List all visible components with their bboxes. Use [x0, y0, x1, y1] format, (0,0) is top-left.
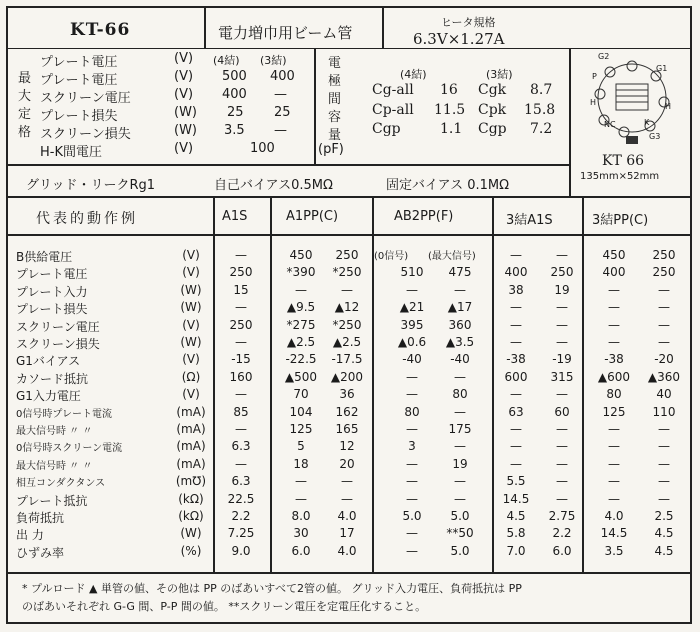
rating-value: — [274, 87, 287, 102]
cap-side-char: 量 [328, 128, 342, 143]
rating-value: 25 [227, 105, 244, 120]
value-cell: 5.8 [506, 526, 526, 541]
footnote-line: * プルロード ▲ 単管の値、その他は PP のばあいすべて2管の値。 グリッド入力電圧、負荷抵抗は PP [22, 582, 522, 595]
value-cell: 8.0 [291, 509, 311, 523]
table-header-cell: A1S [222, 209, 248, 224]
rating-value: 3.5 [224, 123, 245, 138]
value-cell: *250 [332, 317, 362, 332]
rating-value: 100 [250, 141, 275, 156]
row-label: 0信号時スクリーン電流 [16, 443, 123, 455]
value-cell: — [406, 282, 418, 297]
cap-name: Cpk [478, 102, 507, 118]
ratings-side-char: 最 [18, 71, 32, 86]
row-label: 0信号時プレート電流 [16, 408, 112, 420]
value-cell: 18 [293, 456, 309, 471]
value-cell: 3.5 [604, 543, 624, 558]
value-cell: — [510, 317, 522, 332]
value-cell: 450 [289, 248, 313, 262]
value-cell: — [556, 456, 568, 471]
table-row [8, 405, 690, 422]
value-cell: 80 [404, 404, 420, 419]
row-unit: (mA) [176, 439, 206, 454]
value-cell: — [341, 491, 353, 506]
rating-name: スクリーン電圧 [40, 91, 131, 106]
row-unit: (%) [180, 543, 202, 558]
rule [8, 572, 690, 574]
table-row [8, 352, 690, 369]
value-cell: 6.0 [552, 543, 572, 558]
value-cell: 250 [652, 248, 676, 262]
value-cell: 162 [335, 404, 359, 419]
value-cell: 17 [339, 526, 355, 541]
value-cell: **50 [446, 526, 474, 541]
value-cell: 2.5 [654, 509, 674, 523]
value-cell: — [658, 300, 670, 315]
value-cell: — [608, 282, 620, 297]
row-unit: (W) [180, 526, 202, 541]
row-label: プレート入力 [16, 284, 88, 299]
value-cell: — [454, 369, 466, 384]
value-cell: — [406, 491, 418, 506]
value-cell: 3 [408, 439, 416, 454]
subhead-cell: (最大信号) [428, 251, 476, 262]
value-cell: — [608, 335, 620, 349]
value-cell: 5.0 [450, 509, 470, 523]
value-cell: — [608, 439, 620, 454]
rating-value: 500 [222, 69, 247, 84]
row-unit: (mA) [176, 404, 206, 419]
pin-label: NC [604, 120, 616, 129]
table-row [8, 300, 690, 317]
value-cell: 5.0 [450, 543, 470, 558]
rating-name: H-K間電圧 [40, 145, 102, 160]
value-cell: ▲17 [447, 300, 473, 315]
cap-side-char: 極 [328, 74, 342, 89]
value-cell: 6.3 [231, 439, 251, 454]
ratings-mode-4: (4結) [213, 54, 240, 67]
value-cell: — [235, 248, 247, 262]
value-cell: ▲500 [284, 369, 318, 384]
row-label: プレート損失 [16, 302, 88, 317]
value-cell: ▲2.5 [332, 335, 362, 349]
value-cell: 250 [229, 317, 253, 332]
fixed-bias-value: 固定バイアス 0.1MΩ [386, 178, 510, 193]
table-row [8, 318, 690, 335]
rating-name: スクリーン損失 [40, 127, 131, 142]
value-cell: — [341, 474, 353, 489]
table-header-cell: 代表的動作例 [36, 211, 138, 227]
value-cell: — [658, 456, 670, 471]
value-cell: — [556, 300, 568, 315]
value-cell: ▲0.6 [397, 335, 427, 349]
value-cell: — [454, 474, 466, 489]
value-cell: 400 [504, 265, 528, 280]
table-header-cell: AB2PP(F) [394, 209, 454, 224]
value-cell: 4.5 [506, 509, 526, 523]
value-cell: — [406, 474, 418, 489]
value-cell: 250 [335, 248, 359, 262]
pin-label: G3 [649, 132, 661, 141]
table-row [8, 283, 690, 300]
table-row [8, 265, 690, 282]
value-cell: — [510, 422, 522, 436]
value-cell: — [658, 422, 670, 436]
row-label: ひずみ率 [16, 545, 65, 560]
table-row [8, 370, 690, 387]
value-cell: — [406, 543, 418, 558]
rating-unit: (W) [174, 105, 197, 120]
value-cell: — [454, 439, 466, 454]
value-cell: 7.25 [227, 526, 255, 541]
value-cell: 2.2 [552, 526, 572, 541]
row-label: 出 力 [16, 528, 44, 543]
value-cell: 15 [233, 282, 249, 297]
heater-value: 6.3V×1.27A [413, 30, 505, 48]
cap-name: Cgp [478, 121, 507, 137]
row-label: プレート抵抗 [16, 493, 88, 508]
value-cell: — [406, 369, 418, 384]
value-cell: — [658, 474, 670, 489]
header-bar [8, 8, 690, 49]
pin-label: H [590, 98, 597, 107]
rating-unit: (V) [174, 69, 194, 84]
value-cell: 400 [602, 265, 626, 280]
value-cell: — [295, 491, 307, 506]
value-cell: 4.0 [337, 509, 357, 523]
datasheet [6, 6, 692, 624]
value-cell: -17.5 [331, 352, 363, 367]
value-cell: 9.0 [231, 543, 251, 558]
value-cell: — [608, 456, 620, 471]
row-label: B供給電圧 [16, 250, 73, 264]
value-cell: — [658, 282, 670, 297]
value-cell: — [235, 335, 247, 349]
rule [8, 196, 690, 198]
value-cell: 14.5 [600, 526, 628, 541]
table-row [8, 457, 690, 474]
table-row [8, 248, 690, 265]
row-unit: (V) [182, 317, 200, 332]
value-cell: ▲12 [334, 300, 360, 315]
value-cell: — [406, 456, 418, 471]
value-cell: 600 [504, 369, 528, 384]
value-cell: — [556, 387, 568, 402]
value-cell: 36 [339, 387, 355, 402]
cap-value: 7.2 [530, 121, 553, 137]
rating-name: プレート電圧 [40, 73, 118, 88]
value-cell: 80 [452, 387, 468, 402]
row-label: 負荷抵抗 [16, 511, 65, 525]
value-cell: 5 [297, 439, 305, 454]
rating-value: — [274, 123, 287, 138]
value-cell: — [510, 248, 522, 262]
value-cell: 22.5 [227, 491, 255, 506]
ratings-side-char: 大 [18, 89, 32, 104]
header-divider [382, 8, 384, 48]
row-unit: (W) [180, 300, 202, 315]
value-cell: -22.5 [285, 352, 317, 367]
table-header-cell: A1PP(C) [286, 209, 339, 224]
cap-name: Cg-all [372, 82, 414, 98]
value-cell: — [454, 491, 466, 506]
cap-value: 15.8 [524, 102, 556, 118]
value-cell: ▲2.5 [286, 335, 316, 349]
value-cell: 12 [339, 439, 355, 454]
table-header-cell: 3結A1S [506, 213, 553, 228]
table-row [8, 509, 690, 526]
value-cell: 63 [508, 404, 524, 419]
row-unit: (V) [182, 248, 200, 262]
value-cell: 70 [293, 387, 309, 402]
row-label: G1入力電圧 [16, 389, 81, 404]
value-cell: 4.5 [654, 526, 674, 541]
value-cell: 160 [229, 369, 253, 384]
value-cell: — [406, 526, 418, 541]
row-label: スクリーン電圧 [16, 319, 100, 334]
cap-mode-3: (3結) [486, 68, 513, 81]
value-cell: — [608, 474, 620, 489]
value-cell: 250 [550, 265, 574, 280]
rating-value: 400 [222, 87, 247, 102]
row-unit: (kΩ) [178, 509, 204, 523]
value-cell: — [556, 491, 568, 506]
rating-name: プレート損失 [40, 109, 118, 124]
row-label: プレート電圧 [16, 267, 88, 282]
value-cell: ▲600 [597, 369, 631, 384]
row-unit: (Ω) [181, 369, 201, 384]
rating-value: 400 [270, 69, 295, 84]
value-cell: — [556, 335, 568, 349]
ratings-divider [314, 48, 316, 164]
value-cell: — [406, 422, 418, 436]
cap-mode-4: (4結) [400, 68, 427, 81]
table-row [8, 526, 690, 543]
value-cell: 450 [602, 248, 626, 262]
cap-unit: (pF) [318, 142, 344, 157]
rule [8, 164, 569, 166]
value-cell: — [235, 387, 247, 402]
value-cell: ▲21 [399, 300, 425, 315]
cap-value: 1.1 [440, 121, 463, 137]
value-cell: 80 [606, 387, 622, 402]
cap-name: Cgp [372, 121, 401, 137]
value-cell: 4.0 [337, 543, 357, 558]
value-cell: — [510, 456, 522, 471]
cap-name: Cgk [478, 82, 507, 98]
base-model: KT 66 [602, 153, 645, 169]
value-cell: — [406, 387, 418, 402]
value-cell: -15 [231, 352, 251, 367]
rule [8, 234, 690, 236]
pin-label: G2 [598, 52, 610, 61]
row-unit: (mA) [176, 422, 206, 436]
row-label: スクリーン損失 [16, 337, 100, 351]
value-cell: — [341, 282, 353, 297]
value-cell: ▲200 [330, 369, 364, 384]
self-bias-value: 自己バイアス0.5MΩ [214, 178, 333, 193]
value-cell: — [235, 456, 247, 471]
value-cell: -38 [506, 352, 526, 367]
value-cell: ▲360 [647, 369, 681, 384]
table-row [8, 439, 690, 456]
row-label: 最大信号時 〃 〃 [16, 460, 93, 472]
ratings-side-char: 格 [18, 125, 32, 140]
value-cell: 315 [550, 369, 574, 384]
value-cell: — [658, 439, 670, 454]
value-cell: 175 [448, 422, 472, 436]
rating-unit: (V) [174, 51, 194, 66]
value-cell: 85 [233, 404, 249, 419]
value-cell: 20 [339, 456, 355, 471]
value-cell: — [235, 300, 247, 315]
value-cell: 250 [229, 265, 253, 280]
heater-label: ヒータ規格 [441, 16, 496, 29]
table-row [8, 387, 690, 404]
value-cell: 19 [452, 456, 468, 471]
value-cell: 2.75 [548, 509, 576, 523]
table-row [8, 544, 690, 561]
table-row [8, 422, 690, 439]
row-unit: (V) [182, 387, 200, 402]
value-cell: 14.5 [502, 491, 530, 506]
pin-label: H [665, 102, 672, 111]
value-cell: 19 [554, 282, 570, 297]
value-cell: 7.0 [506, 543, 526, 558]
value-cell: 125 [602, 404, 626, 419]
value-cell: -19 [552, 352, 572, 367]
footnote-line: のばあいそれぞれ G-G 間、P-P 間の値。 **スクリーン電圧を定電圧化すること。 [22, 600, 427, 613]
value-cell: 104 [289, 404, 313, 419]
value-cell: — [608, 422, 620, 436]
cap-side-char: 電 [328, 56, 342, 71]
value-cell: 5.0 [402, 509, 422, 523]
value-cell: -40 [450, 352, 470, 367]
value-cell: 60 [554, 404, 570, 419]
value-cell: 510 [400, 265, 424, 280]
row-unit: (V) [182, 265, 200, 280]
rating-name: プレート電圧 [40, 55, 118, 70]
value-cell: 6.0 [291, 543, 311, 558]
value-cell: — [510, 335, 522, 349]
value-cell: — [235, 422, 247, 436]
row-unit: (m℧) [175, 474, 207, 489]
pin-label: K [644, 118, 650, 127]
model-title: KT-66 [70, 20, 131, 40]
value-cell: — [454, 404, 466, 419]
table-row [8, 492, 690, 509]
value-cell: 4.0 [604, 509, 624, 523]
subhead-cell: (0信号) [374, 251, 409, 262]
row-label: カソード抵抗 [16, 371, 89, 386]
row-label: G1バイアス [16, 354, 81, 369]
row-unit: (mA) [176, 456, 206, 471]
tube-type-title: 電力増巾用ビーム管 [218, 24, 353, 42]
value-cell: -40 [402, 352, 422, 367]
cap-value: 16 [440, 82, 458, 98]
value-cell: — [658, 491, 670, 506]
value-cell: — [556, 422, 568, 436]
base-divider [569, 48, 571, 196]
value-cell: ▲3.5 [445, 335, 475, 349]
base-size: 135mm×52mm [580, 171, 660, 182]
value-cell: 475 [448, 265, 472, 280]
table-header-cell: 3結PP(C) [592, 213, 649, 228]
value-cell: — [295, 474, 307, 489]
cap-side-char: 容 [328, 110, 342, 125]
value-cell: 2.2 [231, 509, 251, 523]
rating-unit: (W) [174, 123, 197, 138]
cap-value: 11.5 [434, 102, 466, 118]
value-cell: 110 [652, 404, 676, 419]
row-unit: (W) [180, 282, 202, 297]
value-cell: — [510, 439, 522, 454]
value-cell: 30 [293, 526, 309, 541]
row-label: 最大信号時 〃 〃 [16, 426, 93, 437]
value-cell: — [658, 335, 670, 349]
value-cell: 165 [335, 422, 359, 436]
value-cell: — [608, 317, 620, 332]
value-cell: 6.3 [231, 474, 251, 489]
value-cell: — [510, 300, 522, 315]
value-cell: 38 [508, 282, 524, 297]
value-cell: *390 [286, 265, 316, 280]
value-cell: — [556, 474, 568, 489]
value-cell: — [658, 317, 670, 332]
value-cell: — [295, 282, 307, 297]
value-cell: 40 [656, 387, 672, 402]
value-cell: -20 [654, 352, 674, 367]
value-cell: — [608, 300, 620, 315]
value-cell: 395 [400, 317, 424, 332]
pin-label: P [592, 72, 597, 81]
value-cell: — [556, 248, 568, 262]
value-cell: 4.5 [654, 543, 674, 558]
cap-name: Cp-all [372, 102, 414, 118]
header-divider [204, 8, 206, 48]
rating-unit: (V) [174, 87, 194, 102]
value-cell: ▲9.5 [286, 300, 316, 315]
value-cell: -38 [604, 352, 624, 367]
value-cell: — [454, 282, 466, 297]
value-cell: — [510, 387, 522, 402]
value-cell: *275 [286, 317, 316, 332]
table-row [8, 474, 690, 491]
value-cell: 360 [448, 317, 472, 332]
value-cell: — [608, 491, 620, 506]
rating-unit: (V) [174, 141, 194, 156]
ratings-side-char: 定 [18, 107, 32, 122]
value-cell: *250 [332, 265, 362, 280]
row-unit: (kΩ) [178, 491, 204, 506]
rating-value: 25 [274, 105, 291, 120]
pin-label: G1 [656, 64, 668, 73]
value-cell: 125 [289, 422, 313, 436]
cap-side-char: 間 [328, 92, 342, 107]
value-cell: 250 [652, 265, 676, 280]
grid-leak-label: グリッド・リークRg1 [26, 178, 156, 193]
cap-value: 8.7 [530, 82, 553, 98]
ratings-mode-3: (3結) [260, 54, 287, 67]
row-unit: (W) [180, 335, 202, 349]
row-label: 相互コンダクタンス [16, 478, 106, 490]
value-cell: 5.5 [506, 474, 526, 489]
value-cell: — [556, 317, 568, 332]
value-cell: — [556, 439, 568, 454]
table-row [8, 335, 690, 352]
row-unit: (V) [182, 352, 200, 367]
